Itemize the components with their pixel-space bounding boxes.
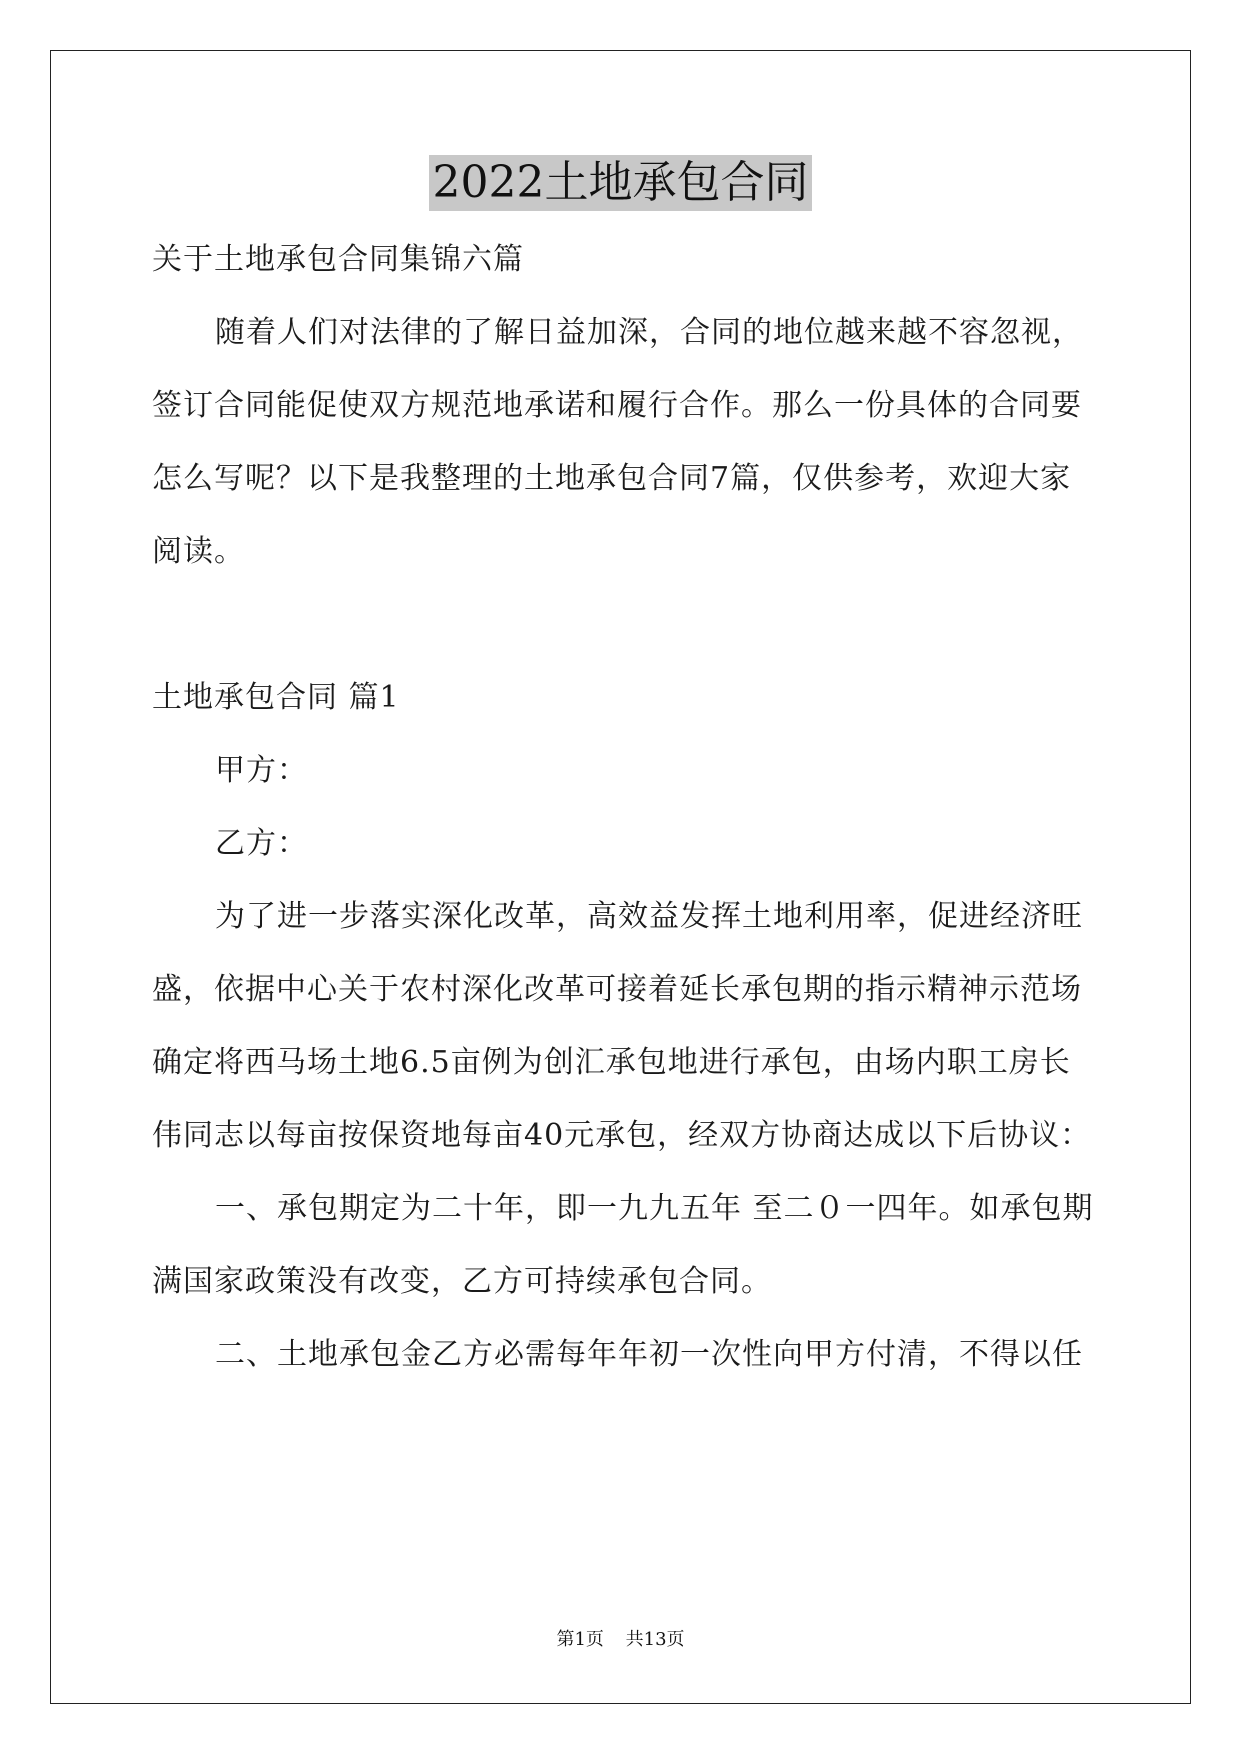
section-heading: 土地承包合同 篇1	[152, 680, 400, 715]
intro-line: 签订合同能促使双方规范地承诺和履行合作。那么一份具体的合同要	[152, 388, 1082, 423]
body-line: 为了进一步落实深化改革，高效益发挥土地利用率，促进经济旺	[215, 899, 1083, 934]
body-line: 一、承包期定为二十年，即一九九五年 至二０一四年。如承包期	[215, 1191, 1094, 1226]
page-total: 共13页	[625, 1629, 685, 1650]
party-a-label: 甲方：	[215, 753, 308, 788]
title-container	[0, 155, 1241, 211]
body-line: 确定将西马场土地6.5亩例为创汇承包地进行承包，由场内职工房长	[152, 1045, 1071, 1080]
body-line: 满国家政策没有改变，乙方可持续承包合同。	[152, 1264, 772, 1299]
page-border	[50, 50, 1191, 1704]
intro-line: 随着人们对法律的了解日益加深，合同的地位越来越不容忽视，	[215, 315, 1083, 350]
intro-line: 怎么写呢？以下是我整理的土地承包合同7篇，仅供参考，欢迎大家	[152, 461, 1072, 496]
body-line: 伟同志以每亩按保资地每亩40元承包，经双方协商达成以下后协议：	[152, 1118, 1092, 1153]
body-line: 盛，依据中心关于农村深化改革可接着延长承包期的指示精神示范场	[152, 972, 1082, 1007]
page-footer	[0, 1625, 1241, 1651]
document-subtitle: 关于土地承包合同集锦六篇	[152, 242, 524, 277]
party-b-label: 乙方：	[215, 826, 308, 861]
body-line: 二、土地承包金乙方必需每年年初一次性向甲方付清，不得以任	[215, 1337, 1083, 1372]
document-title[interactable]: 2022土地承包合同	[429, 155, 813, 211]
intro-line: 阅读。	[152, 534, 245, 569]
page-number: 第1页	[556, 1629, 604, 1650]
